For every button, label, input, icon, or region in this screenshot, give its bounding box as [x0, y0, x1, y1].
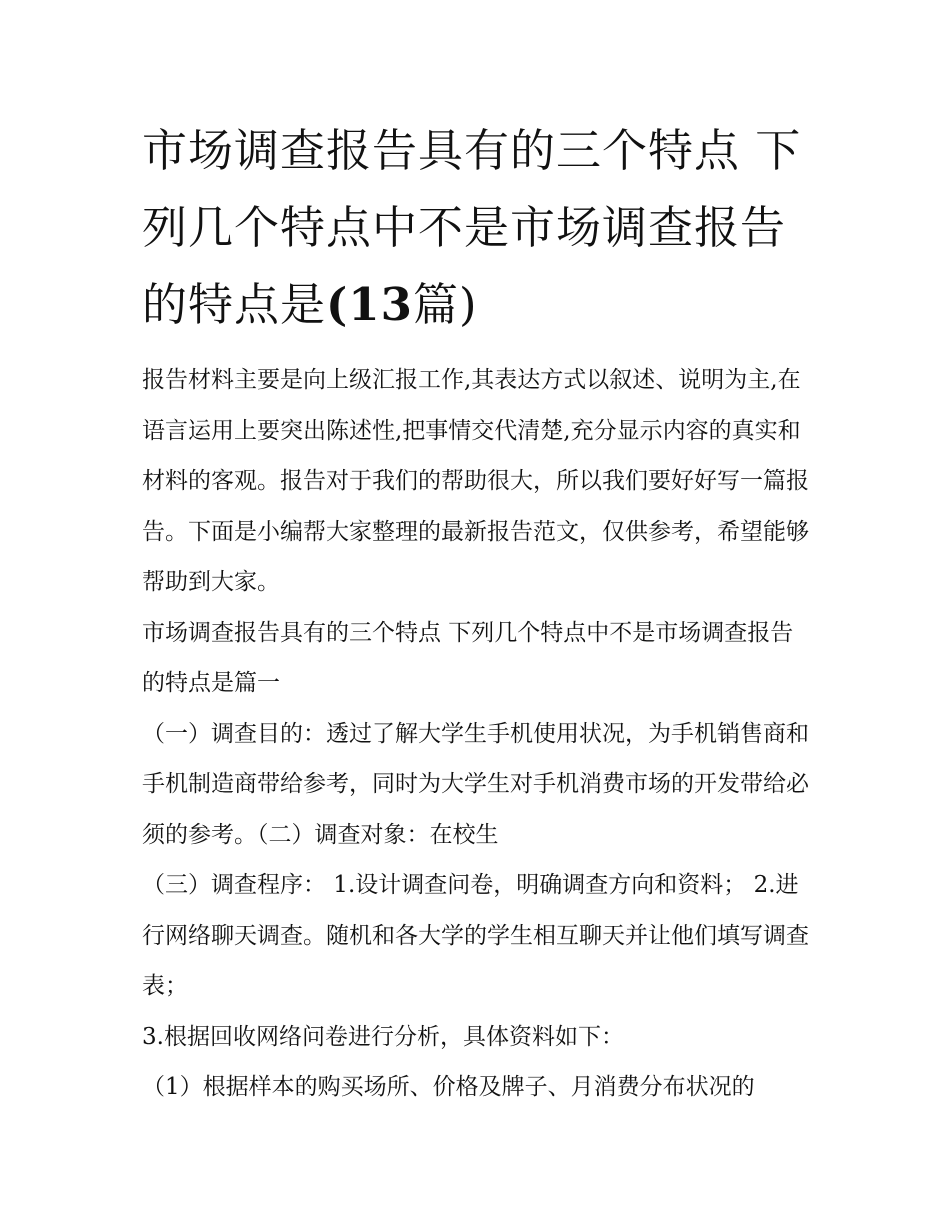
paragraph-purpose: （一）调查目的：透过了解大学生手机使用状况，为手机销售商和手机制造商带给参考，同时为大学生对手机消费市场的开发带给必须的参考。（二）调查对象：在校生	[142, 720, 809, 848]
paragraph-analysis: 3.根据回收网络问卷进行分析，具体资料如下：	[142, 1023, 624, 1050]
section-heading: 市场调查报告具有的三个特点 下列几个特点中不是市场调查报告的特点是篇一	[142, 619, 794, 696]
title-count: (13	[326, 278, 413, 331]
paragraph-procedure: （三）调查程序： 1.设计调查问卷，明确调查方向和资料； 2.进行网络聊天调查。随机和各大学的学生相互聊天并让他们填写调查表；	[142, 872, 809, 999]
title-text: 市场调查报告具有的三个特点 下列几个特点中不是市场调查报告的特点是	[142, 124, 802, 331]
paragraph-sample: （1）根据样本的购买场所、价格及牌子、月消费分布状况的	[142, 1074, 755, 1100]
document-content	[142, 112, 812, 1113]
title-suffix: 篇)	[412, 278, 478, 331]
document-title	[142, 112, 812, 343]
intro-paragraph: 报告材料主要是向上级汇报工作,其表达方式以叙述、说明为主,在语言运用上要突出陈述性,把事情交代清楚,充分显示内容的真实和材料的客观。报告对于我们的帮助很大，所以我们要好好写一篇报告。下面是小编帮大家整理的最新报告范文，仅供参考，希望能够帮助到大家。	[142, 367, 809, 595]
